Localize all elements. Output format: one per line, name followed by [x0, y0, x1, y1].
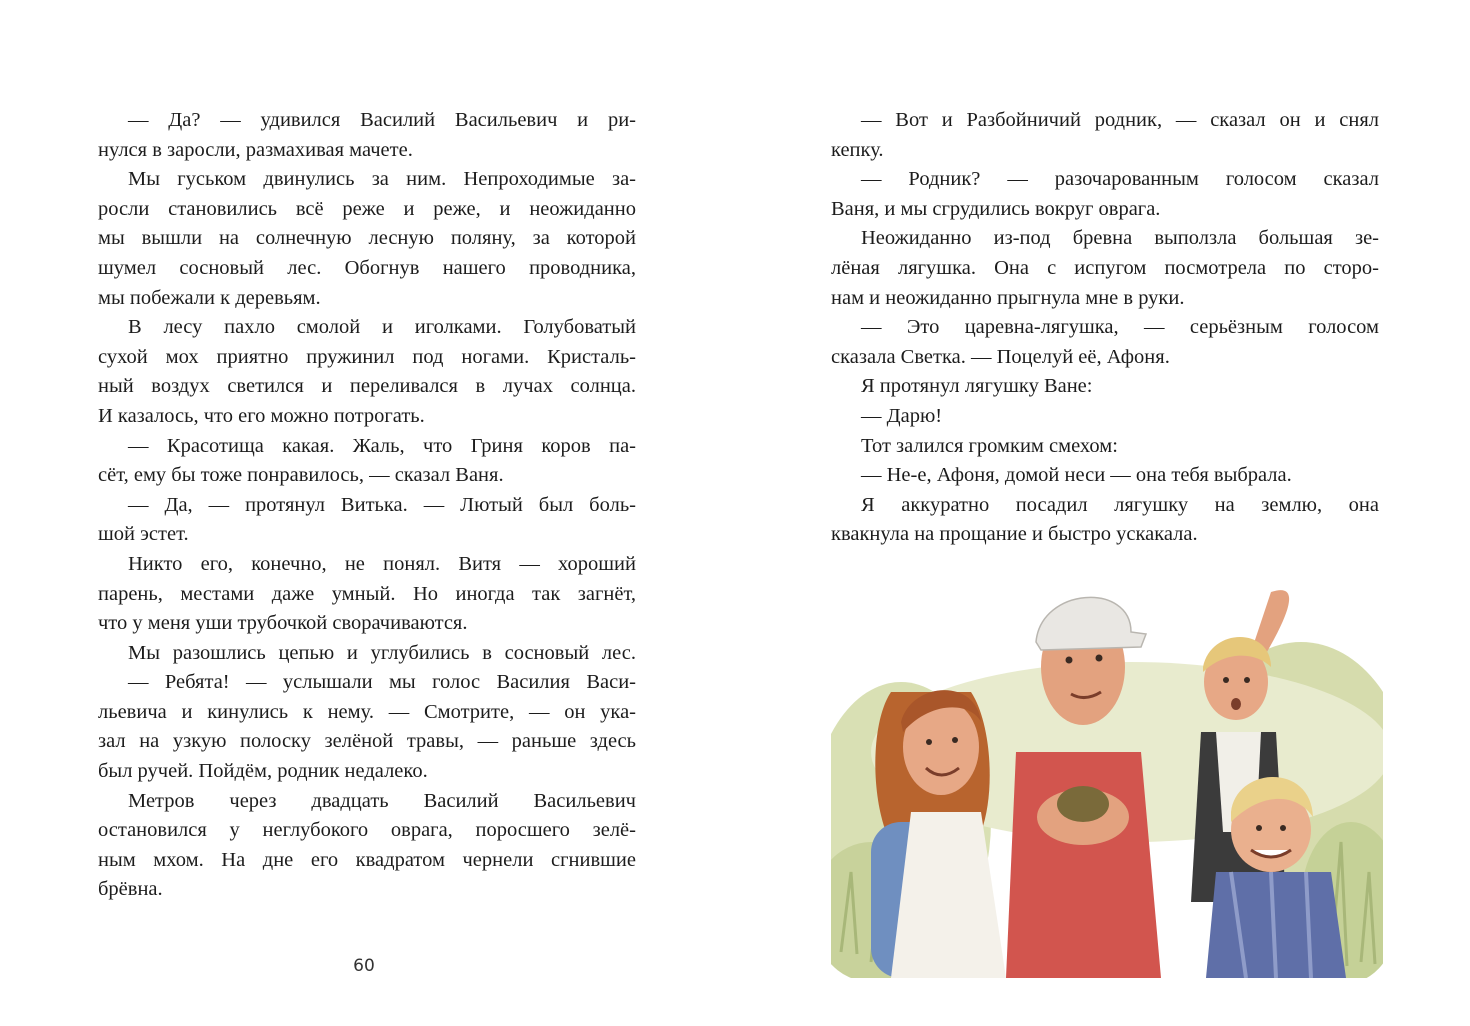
text-line: — Дарю! [861, 404, 943, 427]
text-line: шумел сосновый лес. Обогнув нашего проводника, [98, 256, 636, 279]
text-line: сёт, ему бы тоже понравилось, — сказал Ваня. [98, 464, 504, 487]
text-line: росли становились всё реже и реже, и неожиданно [98, 197, 636, 220]
illustration-children-with-frog [831, 572, 1383, 978]
text-line: ный воздух светился и переливался в лучах солнца. [98, 375, 636, 398]
text-line: И казалось, что его можно потрогать. [98, 404, 425, 427]
text-line: остановился у неглубокого оврага, поросшего зелё- [98, 819, 636, 842]
text-line: квакнула на прощание и быстро ускакала. [831, 523, 1198, 546]
text-line: льевича и кинулись к нему. — Смотрите, — он ука- [98, 700, 636, 723]
text-line: нулся в заросли, размахивая мачете. [98, 138, 413, 161]
text-line: Я протянул лягушку Ване: [861, 375, 1093, 398]
text-line: лёная лягушка. Она с испугом посмотрела по сторо- [831, 256, 1379, 279]
text-line: сухой мох приятно пружинил под ногами. Кристаль- [98, 345, 636, 368]
text-line: — Не-е, Афоня, домой неси — она тебя выбрала. [861, 464, 1292, 487]
boy-red-shirt-figure [1006, 597, 1161, 978]
text-line: — Да? — удивился Василий Васильевич и ри- [128, 109, 636, 131]
text-line: Никто его, конечно, не понял. Витя — хороший [128, 552, 636, 575]
right-page-text [831, 106, 1379, 550]
text-line: — Красотища какая. Жаль, что Гриня коров па- [128, 434, 636, 457]
text-line: зал на узкую полоску зелёной травы, — раньше здесь [98, 730, 636, 753]
text-line: — Да, — протянул Витька. — Лютый был боль- [128, 493, 636, 516]
text-line: был ручей. Пойдём, родник недалеко. [98, 760, 428, 783]
text-line: Ваня, и мы сгрудились вокруг оврага. [831, 197, 1161, 220]
text-line: Я аккуратно посадил лягушку на землю, она [861, 493, 1379, 516]
text-line: Тот залился громким смехом: [861, 434, 1118, 457]
text-line: — Родник? — разочарованным голосом сказал [861, 168, 1379, 191]
text-line: Неожиданно из-под бревна выползла большая зе- [861, 227, 1379, 250]
text-line: — Это царевна-лягушка, — серьёзным голосом [861, 316, 1379, 339]
text-line: — Ребята! — услышали мы голос Василия Васи- [128, 671, 636, 694]
text-line: мы побежали к деревьям. [98, 286, 321, 309]
text-line: ным мхом. На дне его квадратом чернели сгнившие [98, 848, 636, 871]
text-line: Метров через двадцать Василий Васильевич [128, 789, 636, 812]
page-number: 60 [353, 956, 375, 976]
text-line: мы вышли на солнечную лесную поляну, за которой [98, 227, 636, 250]
text-line: что у меня уши трубочкой сворачиваются. [98, 612, 468, 635]
text-line: Мы разошлись цепью и углубились в сосновый лес. [128, 641, 636, 664]
text-line: брёвна. [98, 878, 163, 901]
right-page [735, 0, 1470, 1026]
text-line: шой эстет. [98, 523, 189, 546]
text-line: Мы гуськом двинулись за ним. Непроходимые за- [128, 168, 636, 191]
text-line: — Вот и Разбойничий родник, — сказал он и снял [861, 109, 1379, 131]
text-line: кепку. [831, 138, 884, 161]
frog [1057, 786, 1109, 822]
text-line: сказала Светка. — Поцелуй её, Афоня. [831, 345, 1170, 368]
text-line: В лесу пахло смолой и иголками. Голубоватый [128, 316, 636, 339]
left-page-text [98, 106, 636, 905]
illustration-drawing [831, 572, 1383, 978]
text-line: парень, местами даже умный. Но иногда так загнёт, [98, 582, 636, 605]
text-line: нам и неожиданно прыгнула мне в руки. [831, 286, 1185, 309]
